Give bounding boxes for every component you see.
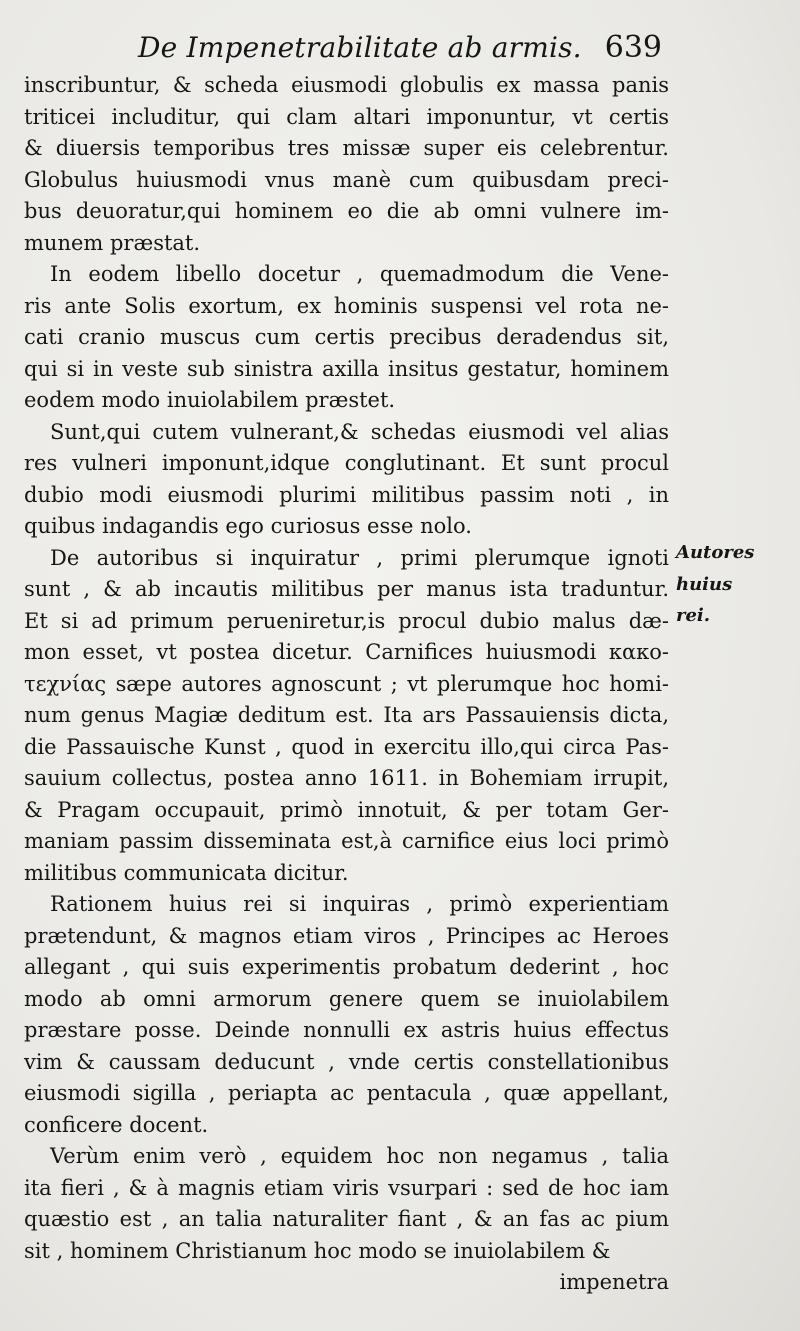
paragraph (24, 417, 669, 543)
text-line: De autoribus si inquiratur , primi plerumque ignoti (50, 545, 669, 570)
text-line: maniam passim disseminata est,à carnifice eius loci primò (24, 829, 669, 853)
text-line: prætendunt, & magnos etiam viros , Principes ac Heroes (24, 923, 669, 948)
paragraph (24, 543, 669, 890)
text-line: allegant , qui suis experimentis probatum dederint , hoc (24, 955, 669, 979)
text-line: In eodem libello docetur , quemadmodum die Vene- (50, 262, 669, 286)
text-line: ita fieri , & à magnis etiam viris vsurpari : sed de hoc iam (24, 1175, 669, 1200)
text-line: triticei includitur, qui clam altari imponuntur, vt certis (24, 104, 669, 129)
text-line: die Passauische Kunst , quod in exercitu illo,qui circa Pas- (24, 734, 669, 759)
page-number: 639 (604, 30, 662, 65)
text-line: eodem modo inuiolabilem præstet. (24, 388, 396, 412)
text-line: cati cranio muscus cum certis precibus deradendus sit, (24, 325, 669, 349)
text-line: Globulus huiusmodi vnus manè cum quibusdam preci- (24, 167, 669, 192)
margin-note-line: Autores (676, 542, 755, 563)
text-line: eiusmodi sigilla , periapta ac pentacula , quæ appellant, (24, 1081, 669, 1105)
text-line: bus deuoratur,qui hominem eo die ab omni vulnere im- (24, 199, 669, 223)
margin-note-line: huius (676, 573, 733, 595)
text-line: mon esset, vt postea dicetur. Carnifices huiusmodi κακο- (24, 640, 669, 664)
text-line: dubio modi eiusmodi plurimi militibus passim noti , in (24, 482, 669, 507)
text-line: Et si ad primum perueniretur,is procul dubio malus dæ- (24, 608, 669, 633)
text-line: vim & caussam deducunt , vnde certis constellationibus (24, 1049, 669, 1074)
body-text (24, 70, 669, 1299)
text-line: & diuersis temporibus tres missæ super eis celebrentur. (24, 136, 669, 160)
text-line: conficere docent. (24, 1112, 209, 1137)
paragraph (24, 259, 669, 417)
text-line: sit , hominem Christianum hoc modo se inuiolabilem & (24, 1238, 611, 1263)
paragraph (24, 70, 669, 259)
text-line: sauium collectus, postea anno 1611. in Bohemiam irrupit, (24, 766, 669, 790)
text-line: modo ab omni armorum genere quem se inuiolabilem (24, 986, 669, 1011)
catchword: impenetra (559, 1270, 669, 1294)
text-line: ris ante Solis exortum, ex hominis suspensi vel rota ne- (24, 293, 669, 318)
text-line: præstare posse. Deinde nonnulli ex astris huius effectus (24, 1018, 669, 1042)
text-line: quibus indagandis ego curiosus esse nolo. (24, 514, 472, 538)
text-line: munem præstat. (24, 230, 201, 255)
margin-note-line: rei. (676, 605, 711, 626)
text-line: τεχνίας sæpe autores agnoscunt ; vt plerumque hoc homi- (24, 671, 669, 696)
running-header (138, 26, 668, 70)
text-line: Rationem huius rei si inquiras , primò experientiam (50, 892, 669, 916)
text-line: qui si in veste sub sinistra axilla insitus gestatur, hominem (24, 356, 669, 381)
text-line: militibus communicata dicitur. (24, 860, 349, 885)
text-line: res vulneri imponunt,idque conglutinant. Et sunt procul (24, 451, 669, 475)
text-line: sunt , & ab incautis militibus per manus ista traduntur. (24, 577, 669, 601)
text-line: & Pragam occupauit, primò innotuit, & per totam Ger- (24, 797, 669, 822)
text-line: inscribuntur, & scheda eiusmodi globulis ex massa panis (24, 73, 669, 97)
paragraph (24, 1141, 669, 1267)
margin-note (676, 537, 796, 632)
running-title: De Impenetrabilitate ab armis. (138, 31, 582, 64)
text-line: num genus Magiæ deditum est. Ita ars Passauiensis dicta, (24, 703, 669, 727)
paragraph (24, 889, 669, 1141)
text-line: Verùm enim verò , equidem hoc non negamus , talia (50, 1144, 669, 1168)
text-line: Sunt,qui cutem vulnerant,& schedas eiusmodi vel alias (50, 419, 669, 444)
text-line: quæstio est , an talia naturaliter fiant , & an fas ac pium (24, 1207, 669, 1231)
